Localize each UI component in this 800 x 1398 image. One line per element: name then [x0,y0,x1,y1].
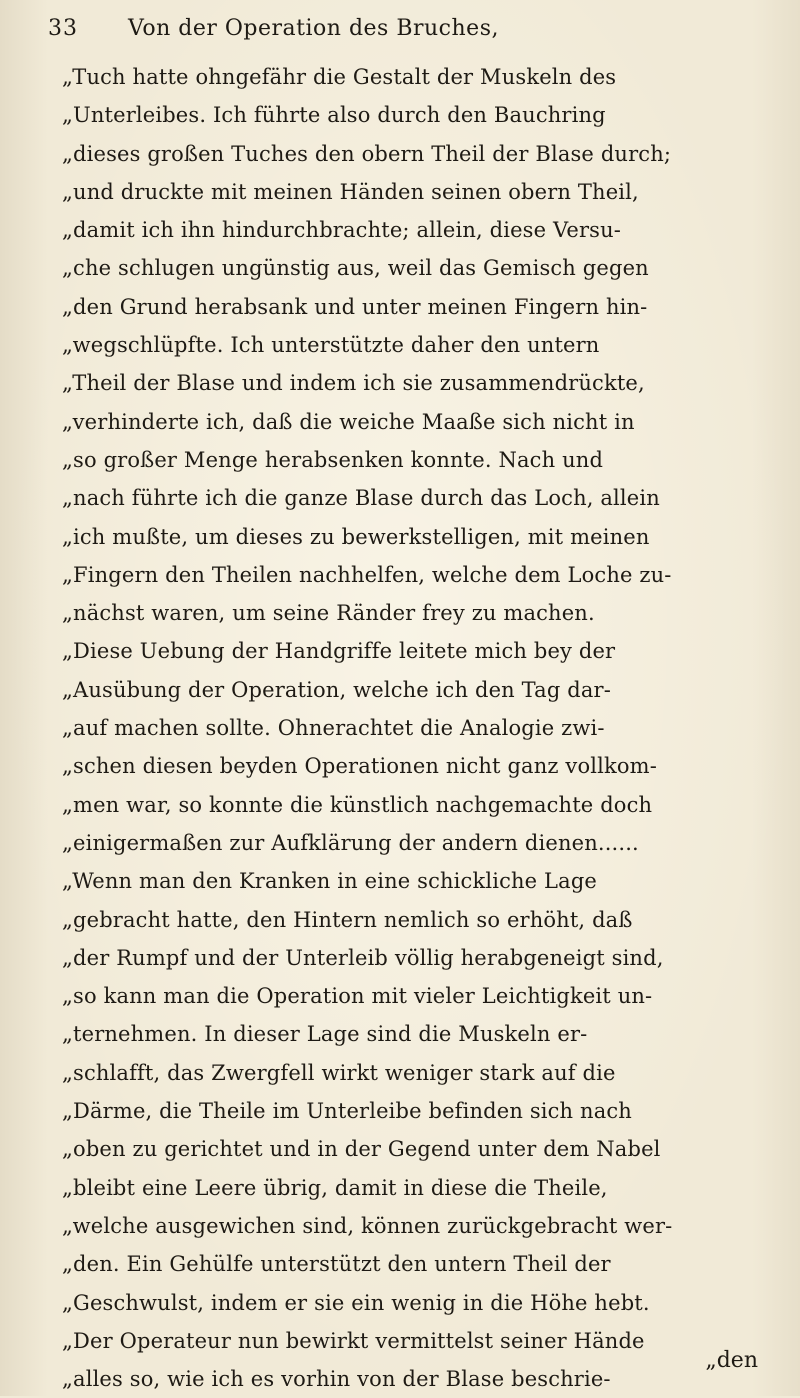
text-line: „einigermaßen zur Aufklärung der andern dienen...... [62,830,639,855]
text-line: „Der Operateur nun bewirkt vermittelst seiner Hände [62,1328,645,1353]
text-line: „auf machen sollte. Ohnerachtet die Analogie zwi- [62,716,605,741]
text-line: „ich mußte, um dieses zu bewerkstelligen, mit meinen [62,524,650,549]
text-line: „Därme, die Theile im Unterleibe befinden sich nach [62,1099,632,1124]
text-line: „oben zu gerichtet und in der Gegend unter dem Nabel [62,1137,661,1162]
text-line: „gebracht hatte, den Hintern nemlich so erhöht, daß [62,907,633,932]
text-line: „Wenn man den Kranken in eine schickliche Lage [62,869,597,894]
text-line: „nächst waren, um seine Ränder frey zu machen. [62,601,595,626]
text-line: „Tuch hatte ohngefähr die Gestalt der Muskeln des [62,65,617,89]
text-line: „den Grund herabsank und unter meinen Fingern hin- [62,294,648,319]
body-text [62,58,762,1398]
text-line: „Diese Uebung der Handgriffe leitete mich bey der [62,639,616,664]
text-line: „so großer Menge herabsenken konnte. Nach und [62,447,604,472]
text-line: „alles so, wie ich es vorhin von der Blase beschrie- [62,1367,611,1392]
text-line: „bleibt eine Leere übrig, damit in diese die Theile, [62,1175,608,1200]
text-line: „che schlugen ungünstig aus, weil das Gemisch gegen [62,256,649,281]
catchword: „den [705,1348,758,1373]
text-line: „den. Ein Gehülfe unterstützt den untern Theil der [62,1252,611,1277]
running-title: Von der Operation des Bruches, [128,16,499,41]
text-line: „men war, so konnte die künstlich nachgemachte doch [62,792,653,817]
text-line: „der Rumpf und der Unterleib völlig herabgeneigt sind, [62,945,664,970]
page-header [48,10,768,50]
text-line: „verhinderte ich, daß die weiche Maaße sich nicht in [62,409,635,434]
text-line: „Theil der Blase und indem ich sie zusammendrückte, [62,371,645,396]
text-line: „nach führte ich die ganze Blase durch das Loch, allein [62,486,660,511]
text-line: „dieses großen Tuches den obern Theil der Blase durch; [62,141,672,166]
text-line: „und druckte mit meinen Händen seinen obern Theil, [62,179,639,204]
text-line: „Unterleibes. Ich führte also durch den Bauchring [62,103,606,128]
text-line: „damit ich ihn hindurchbrachte; allein, diese Versu- [62,218,622,243]
text-line: „wegschlüpfte. Ich unterstützte daher den untern [62,333,600,358]
text-line: „schlafft, das Zwergfell wirkt weniger stark auf die [62,1060,616,1085]
text-line: „ternehmen. In dieser Lage sind die Muskeln er- [62,1022,588,1047]
text-line: „so kann man die Operation mit vieler Leichtigkeit un- [62,984,653,1009]
text-line: „welche ausgewichen sind, können zurückgebracht wer- [62,1213,673,1238]
text-line: „schen diesen beyden Operationen nicht ganz vollkom- [62,754,657,779]
text-line: „Geschwulst, indem er sie ein wenig in die Höhe hebt. [62,1290,650,1315]
page-number: 33 [48,16,78,41]
text-line: „Ausübung der Operation, welche ich den Tag dar- [62,677,611,702]
text-line: „Fingern den Theilen nachhelfen, welche dem Loche zu- [62,562,672,587]
